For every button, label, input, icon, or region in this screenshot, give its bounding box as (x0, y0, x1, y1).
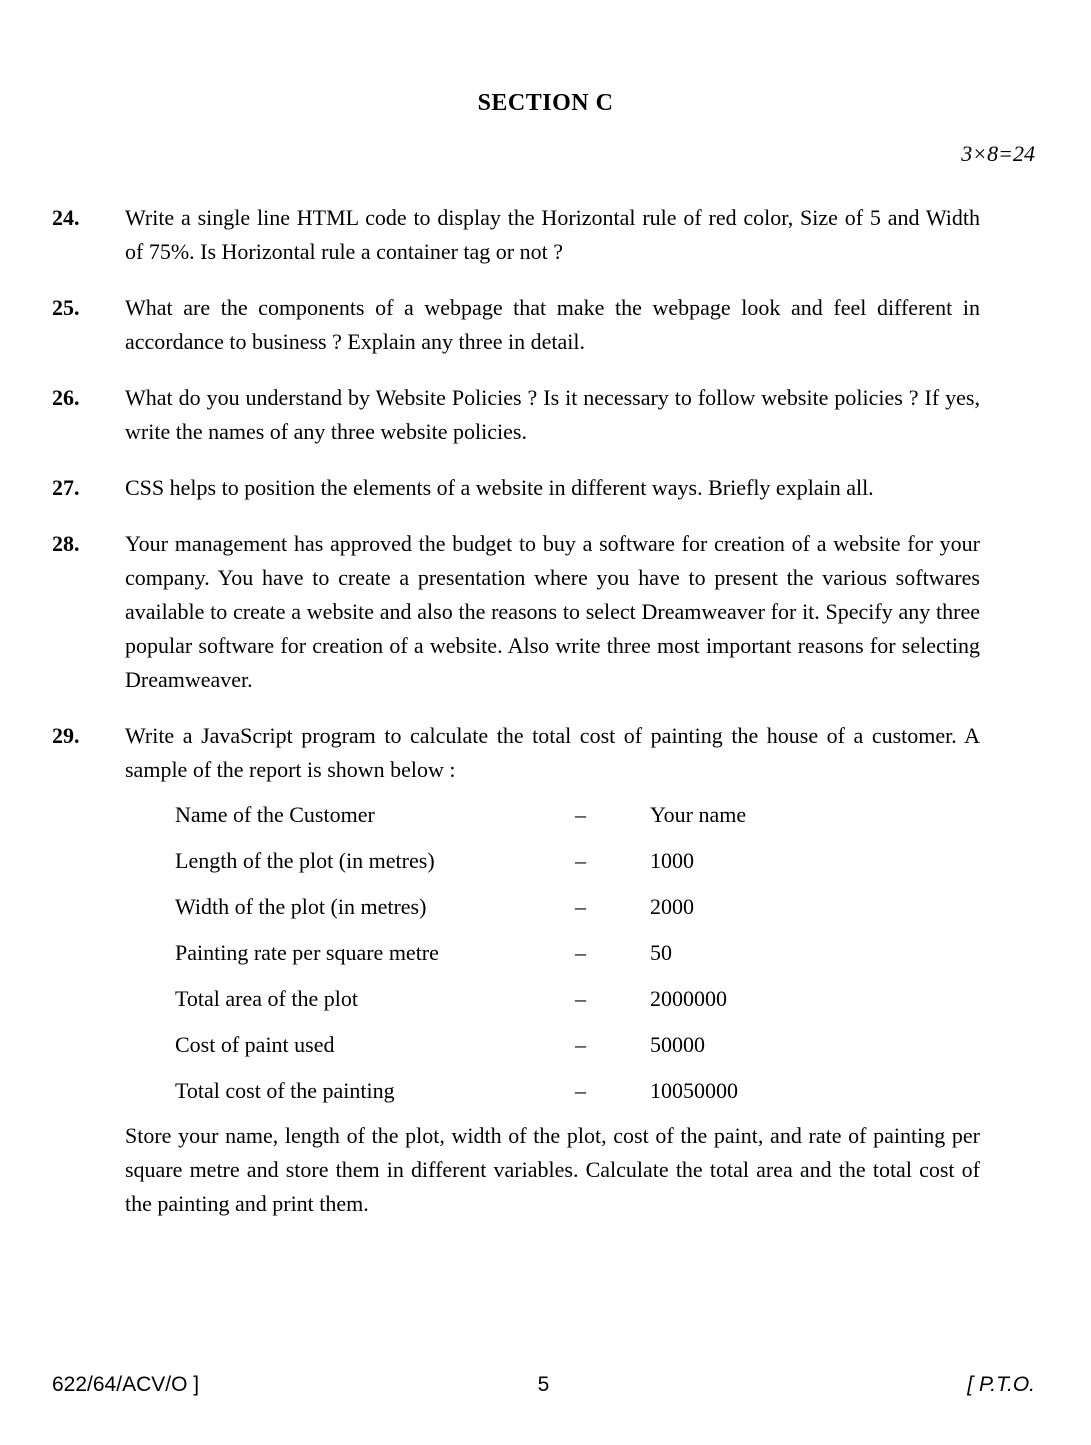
report-row-dash: – (575, 986, 586, 1011)
question-text: What are the components of a webpage that make the webpage look and feel different in accordance to business ? Explain any three in detail. (125, 295, 980, 354)
report-row (175, 798, 980, 832)
page-number: 5 (537, 1373, 550, 1396)
report-row-dash: – (575, 802, 586, 827)
report-row-value: 50000 (650, 1032, 705, 1057)
report-row-dash: – (575, 1032, 586, 1057)
report-row-value: 2000 (650, 894, 694, 919)
question-number: 27. (52, 475, 80, 500)
report-row-value: 10050000 (650, 1078, 738, 1103)
question-text: What do you understand by Website Policies ? Is it necessary to follow website policies ? If yes, write the names of any three website policies. (125, 385, 980, 444)
report-row-label: Total cost of the painting (175, 1078, 395, 1103)
report-row-dash: – (575, 1078, 586, 1103)
report-row (175, 936, 980, 970)
question-number: 28. (52, 531, 80, 556)
question-body (125, 719, 980, 1221)
report-row-label: Length of the plot (in metres) (175, 848, 435, 873)
question-24 (52, 201, 980, 269)
question-number: 29. (52, 723, 80, 748)
marks-note: 3×8=24 (961, 141, 1035, 166)
report-row-label: Painting rate per square metre (175, 940, 439, 965)
report-row-dash: – (575, 848, 586, 873)
question-number: 24. (52, 205, 80, 230)
report-row-label: Width of the plot (in metres) (175, 894, 427, 919)
report-row (175, 1074, 980, 1108)
question-29 (52, 719, 980, 1221)
question-27 (52, 471, 980, 505)
section-title: SECTION C (477, 90, 614, 116)
report-row-value: Your name (650, 802, 747, 827)
question-text: CSS helps to position the elements of a website in different ways. Briefly explain all. (125, 475, 874, 500)
report-row-dash: – (575, 894, 586, 919)
pto-label: [ P.T.O. (967, 1373, 1036, 1396)
question-26 (52, 381, 980, 449)
report-row (175, 1028, 980, 1062)
question-list (0, 201, 1091, 1221)
report-row-label: Name of the Customer (175, 802, 375, 827)
report-row-value: 50 (650, 940, 672, 965)
report-row (175, 844, 980, 878)
report-row (175, 890, 980, 924)
closing-paragraph: Store your name, length of the plot, width of the plot, cost of the paint, and rate of painting per square metre and store them in different variables. Calculate the total area and the total cost of the painting and print them. (125, 1123, 980, 1216)
question-28 (52, 527, 980, 697)
report-table (175, 798, 980, 1108)
page-footer (52, 1372, 1035, 1398)
question-text: Your management has approved the budget to buy a software for creation of a website for your company. You have to create a presentation where you have to present the various softwares available to create a website and also the reasons to select Dreamweaver for it. Specify any three popular software for creation of a website. Also write three most important reasons for selecting Dreamweaver. (125, 531, 980, 692)
question-number: 26. (52, 385, 80, 410)
question-text: Write a single line HTML code to display the Horizontal rule of red color, Size of 5 and Width of 75%. Is Horizontal rule a container tag or not ? (125, 205, 980, 264)
report-row-value: 2000000 (650, 986, 727, 1011)
report-row-label: Total area of the plot (175, 986, 358, 1011)
report-row-label: Cost of paint used (175, 1032, 335, 1057)
question-25 (52, 291, 980, 359)
report-row (175, 982, 980, 1016)
report-row-value: 1000 (650, 848, 694, 873)
question-text: Write a JavaScript program to calculate the total cost of painting the house of a customer. A sample of the report is shown below : (125, 723, 980, 782)
report-row-dash: – (575, 940, 586, 965)
question-number: 25. (52, 295, 80, 320)
paper-code: 622/64/ACV/O ] (52, 1373, 200, 1396)
